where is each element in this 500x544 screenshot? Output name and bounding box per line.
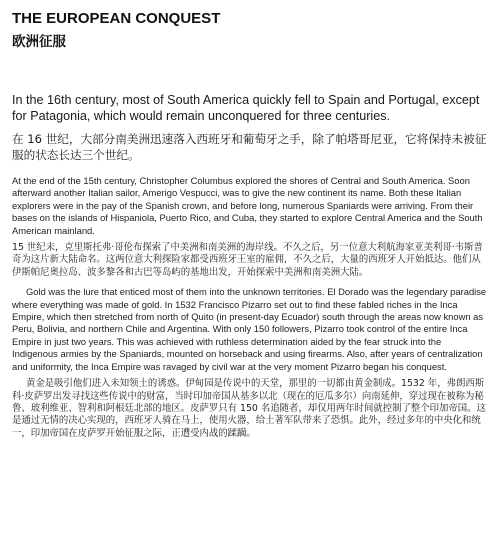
body-paragraph-1-chinese: 15 世纪末，克里斯托弗·哥伦布探索了中美洲和南美洲的海岸线。不久之后，另一位意大利航海家亚美利哥·韦斯普奇为这片新大陆命名。这两位意大利探险家都受西班牙王室的雇佣，不久之后，大量的西班牙人开始抵达。他们从伊斯帕尼奥拉岛、波多黎各和古巴等岛屿的基地出发，开始探索中美洲和南美洲大陆。 — [12, 242, 483, 278]
body-paragraph-2-chinese: 黄金是吸引他们进入未知领土的诱惑。伊甸园是传说中的天堂，那里的一切都由黄金制成。1532 年，弗朗西斯科·皮萨罗出发寻找这些传说中的财富，当时印加帝国从基多以北（现在的厄瓜多尔）向南延伸，穿过现在被称为秘鲁、玻利维亚、智利和阿根廷北部的地区。皮萨罗只有 150 名追随者，却仅用两年时间就控制了整个印加帝国。这是通过无情的决心实现的，西班牙人骑在马上，使用火器，给土著军队带来了恐惧。此外，经过多年的中央化和统一，印加帝国在皮萨罗开始征服之际，正遭受内战的蹂躏。 — [12, 378, 486, 439]
lead-paragraph-chinese: 在 16 世纪，大部分南美洲迅速落入西班牙和葡萄牙之手，除了帕塔哥尼亚，它将保持未被征服的状态长达三个世纪。 — [12, 132, 487, 162]
title-chinese: 欧洲征服 — [12, 34, 66, 50]
lead-paragraph-english: In the 16th century, most of South America quickly fell to Spain and Portugal, except for Patagonia, which would remain unconquered for three centuries. — [12, 93, 480, 123]
body-paragraph-2-english: Gold was the lure that enticed most of them into the unknown territories. El Dorado was the legendary paradise where everything was made of gold. In 1532 Francisco Pizarro set out to find these fabled riches in the Inca Empire, which then stretched from north of Quito (in present-day Ecuador) south through the areas now known as Peru, Bolivia, and northern Chile and Argentina. With only 150 followers, Pizarro took control of the entire Inca Empire in just two years. This was achieved with ruthless determination aided by the fear struck into the Indigenous armies by the Spaniards, mounted on horseback and using firearms. Also, after years of centralization and uniformity, the Inca Empire was ravaged by civil war at the very moment Pizarro began his conquest. — [12, 286, 487, 372]
document-page — [12, 10, 488, 440]
body-paragraph-1-english: At the end of the 15th century, Christopher Columbus explored the shores of Central and South America. Soon afterward another Italian sailor, Amerigo Vespucci, was to give the new continent its name. Both these Italian explorers were in the pay of the Spanish crown, and before long, numerous Spaniards were arriving. From their bases on the islands of Hispaniola, Puerto Rico, and Cuba, they started to explore Central America and the South American mainland. — [12, 175, 483, 236]
title-english: THE EUROPEAN CONQUEST — [12, 10, 221, 27]
